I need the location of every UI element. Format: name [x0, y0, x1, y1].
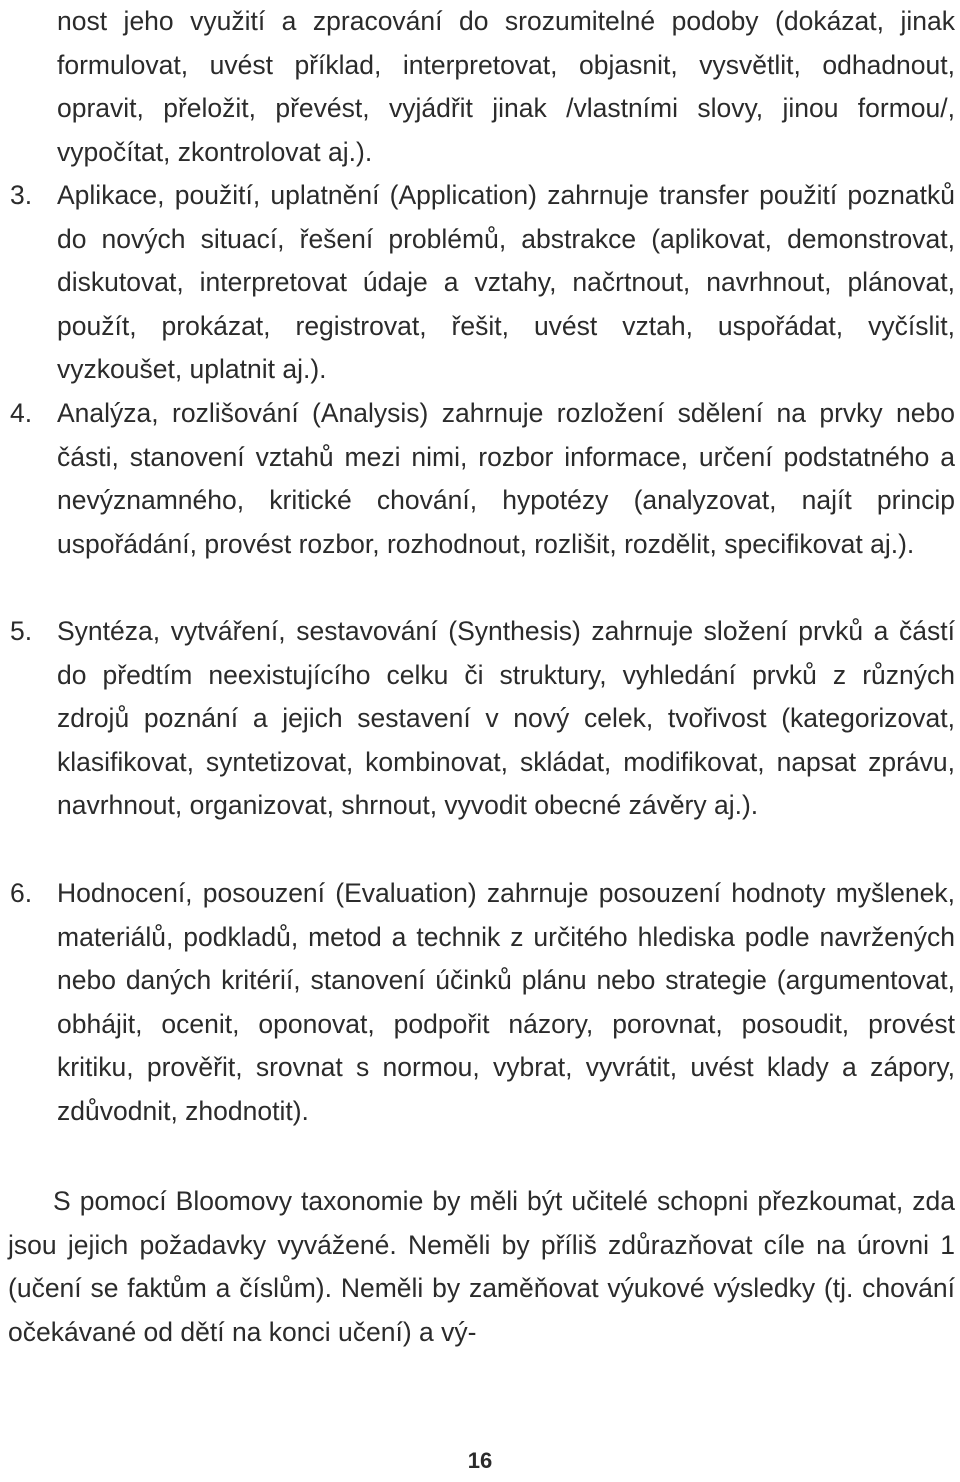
list-item-text: Analýza, rozlišování (Analysis) zahrnuje rozložení sdělení na prvky nebo části, stanovení vztahů mezi nimi, rozbor informace, určení podstatného a nevýznamného, kritické chování, hypotézy (analyzovat, najít princip uspořádání, provést rozbor, rozhodnout, rozlišit, rozdělit, specifikovat aj.).	[57, 398, 955, 559]
list-item-text: Syntéza, vytváření, sestavování (Synthesis) zahrnuje složení prvků a částí do předtím neexistujícího celku či struktury, vyhledání prvků z různých zdrojů poznání a jejich sestavení v nový celek, tvořivost (kategorizovat, klasifikovat, syntetizovat, kombinovat, skládat, modifikovat, napsat zprávu, navrhnout, organizovat, shrnout, vyvodit obecné závěry aj.).	[57, 616, 955, 821]
closing-paragraph: S pomocí Bloomovy taxonomie by měli být učitelé schopni přezkoumat, zda jsou jejich požadavky vyvážené. Neměli by příliš zdůrazňovat cíle na úrovni 1 (učení se faktům a číslům). Neměli by zaměňovat výukové výsledky (tj. chování očekávané od dětí na konci učení) a vý-	[8, 1186, 955, 1347]
intro-continuation-paragraph: nost jeho využití a zpracování do srozumitelné podoby (dokázat, jinak formulovat, uvést příklad, interpretovat, objasnit, vysvětlit, odhadnout, opravit, přeložit, převést, vyjádřit jinak /vlastními slovy, jinou formou/, vypočítat, zkontrolovat aj.).	[57, 6, 955, 167]
list-item-number: 3.	[10, 180, 33, 210]
list-item-text: Hodnocení, posouzení (Evaluation) zahrnuje posouzení hodnoty myšlenek, materiálů, podkladů, metod a technik z určitého hlediska podle navržených nebo daných kritérií, stanovení účinků plánu nebo strategie (argumentovat, obhájit, ocenit, oponovat, podpořit názory, porovnat, posoudit, provést kritiku, prověřit, srovnat s normou, vybrat, vyvrátit, uvést klady a zápory, zdůvodnit, zhodnotit).	[57, 878, 955, 1126]
list-item-text: Aplikace, použití, uplatnění (Application) zahrnuje transfer použití poznatků do nových situací, řešení problémů, abstrakce (aplikovat, demonstrovat, diskutovat, interpretovat údaje a vztahy, načrtnout, navrhnout, plánovat, použít, prokázat, registrovat, řešit, uvést vztah, uspořádat, vyčíslit, vyzkoušet, uplatnit aj.).	[57, 180, 955, 385]
list-item-number: 6.	[10, 878, 33, 908]
page-number: 16	[467, 1448, 493, 1473]
list-item-number: 5.	[10, 616, 33, 646]
list-item-number: 4.	[10, 398, 33, 428]
